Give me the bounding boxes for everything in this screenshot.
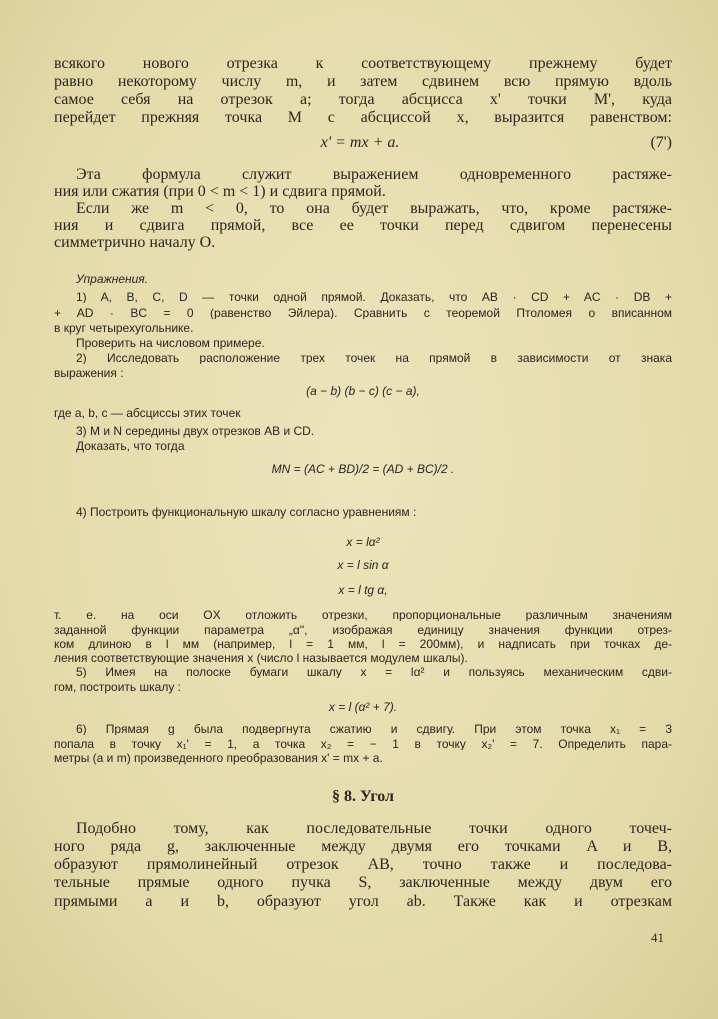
text-line: ния и сдвига прямой, все ее точки перед сдвигом перенесены — [54, 218, 672, 234]
exercise-formula: x = l (α² + 7). — [328, 700, 398, 714]
exercise-line: ления соответствующие значения x (число l называется модулем шкалы). — [54, 651, 468, 665]
exercise-line: гом, построить шкалу : — [54, 680, 181, 694]
exercise-line: 4) Построить функциональную шкалу согласно уравнениям : — [76, 505, 417, 519]
text-line: перейдет прежняя точка M с абсциссой x, выразится равенством: — [54, 110, 672, 126]
exercise-formula: MN = (AC + BD)/2 = (AD + BC)/2 . — [271, 462, 455, 476]
page-number: 41 — [651, 930, 664, 945]
text-line: Подобно тому, как последовательные точки одного точеч- — [76, 821, 672, 837]
text-line: равно некоторому числу m, и затем сдвинем всю прямую вдоль — [54, 74, 672, 90]
exercise-formula: x = l sin α — [337, 558, 389, 572]
text-line: симметрично началу O. — [54, 234, 216, 251]
formula-label: (7') — [650, 134, 672, 151]
exercise-line: 3) M и N середины двух отрезков AB и CD. — [76, 424, 315, 438]
exercise-line: 6) Прямая g была подвергнута сжатию и сдвигу. При этом точка x₁ = 3 — [76, 723, 672, 735]
exercises-title: Упражнения. — [76, 272, 149, 286]
text-line: прямыми a и b, образуют угол ab. Также как и отрезкам — [54, 894, 672, 910]
text-line: ния или сжатия (при 0 < m < 1) и сдвига прямой. — [54, 183, 386, 200]
exercise-line: Доказать, что тогда — [76, 439, 185, 453]
exercise-line: 1) A, B, C, D — точки одной прямой. Доказать, что AB · CD + AC · DB + — [76, 291, 672, 303]
exercise-formula: (a − b) (b − c) (c − a), — [306, 384, 420, 398]
exercise-formula: x = l tg α, — [338, 583, 388, 597]
text-line: самое себя на отрезок a; тогда абсцисса x' точки M', куда — [54, 92, 672, 108]
exercise-line: где a, b, c — абсциссы этих точек — [54, 406, 241, 420]
exercise-line: метры (a и m) произведенного преобразования x' = mx + a. — [54, 751, 383, 765]
exercise-formula: x = lα² — [346, 535, 380, 549]
text-line: тельные прямые одного пучка S, заключенные между двум его — [54, 875, 672, 891]
formula-7: x' = mx + a. — [320, 134, 400, 151]
text-line: всякого нового отрезка к соответствующему прежнему будет — [54, 56, 672, 72]
text-line: ного ряда g, заключенные между двумя его точками A и B, — [54, 839, 672, 855]
exercise-line: Проверить на числовом примере. — [76, 336, 265, 350]
exercise-line: в круг четырехугольнике. — [54, 321, 194, 335]
text-line: Эта формула служит выражением одновременного растяже- — [76, 167, 672, 183]
exercise-line: выражения : — [54, 366, 124, 380]
exercise-line: т. е. на оси OX отложить отрезки, пропорциональные различным значениям — [54, 609, 672, 621]
exercise-line: 2) Исследовать расположение трех точек на прямой в зависимости от знака — [76, 352, 672, 364]
exercise-line: + AD · BC = 0 (равенство Эйлера). Сравнить с теоремой Птоломея о вписанном — [54, 307, 672, 319]
exercise-line: заданной функции параметра „α", изображая единицу значения функции отрез- — [54, 624, 672, 636]
text-line: Если же m < 0, то она будет выражать, что, кроме растяже- — [76, 201, 672, 217]
exercise-line: ком длиною в l мм (например, l = 1 мм, l = 200мм), и надписать при точках де- — [54, 638, 672, 650]
text-line: образуют прямолинейный отрезок AB, точно также и последова- — [54, 857, 672, 873]
exercise-line: попала в точку x₁' = 1, а точка x₂ = − 1 в точку x₂' = 7. Определить пара- — [54, 738, 672, 750]
section-heading: § 8. Угол — [331, 788, 395, 805]
exercise-line: 5) Имея на полоске бумаги шкалу x = lα² и пользуясь механическим сдви- — [76, 666, 672, 678]
